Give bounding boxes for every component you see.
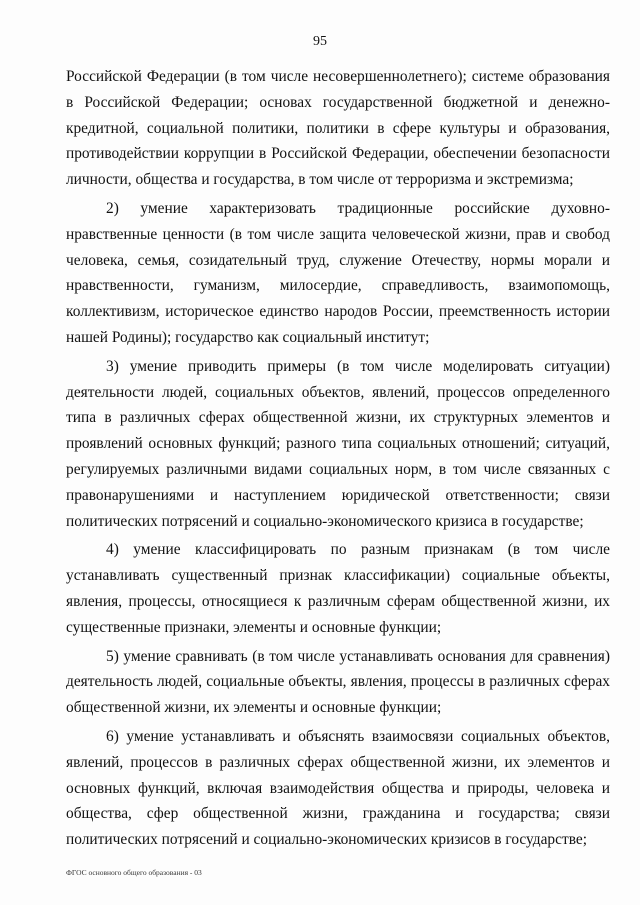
page-footer: ФГОС основного общего образования - 03 [66,868,202,877]
paragraph-item-3: 3) умение приводить примеры (в том числе моделировать ситуации) деятельности людей, социальных объектов, явлений, процессов определенного типа в различных сферах общественной жизни, их структурных элементов и проявлений основных функций; разного типа социальных отношений; ситуаций, регулируемых различными видами социальных норм, в том числе связанных с правонарушениями и наступлением юридической ответственности; связи политических потрясений и социально-экономического кризиса в государстве; [66,357,610,530]
page-number: 95 [313,34,327,49]
body-text [66,64,610,856]
paragraph-item-6: 6) умение устанавливать и объяснять взаимосвязи социальных объектов, явлений, процессов в различных сферах общественной жизни, их элементов и основных функций, включая взаимодействия общества и природы, человека и общества, сфер общественной жизни, гражданина и государства; связи политических потрясений и социально-экономических кризисов в государстве; [66,727,610,849]
paragraph-item-4: 4) умение классифицировать по разным признакам (в том числе устанавливать существенный признак классификации) социальные объекты, явления, процессы, относящиеся к различным сферам общественной жизни, их существенные признаки, элементы и основные функции; [66,541,610,636]
paragraph-item-2: 2) умение характеризовать традиционные российские духовно-нравственные ценности (в том числе защита человеческой жизни, прав и свобод человека, семья, созидательный труд, служение Отечеству, нормы морали и нравственности, гуманизм, милосердие, справедливость, взаимопомощь, коллективизм, историческое единство народов России, преемственность истории нашей Родины); государство как социальный институт; [66,199,610,346]
paragraph-continuation: Российской Федерации (в том числе несовершеннолетнего); системе образования в Российской Федерации; основах государственной бюджетной и денежно-кредитной, социальной политики, политики в сфере культуры и образования, противодействии коррупции в Российской Федерации, обеспечении безопасности личности, общества и государства, в том числе от терроризма и экстремизма; [66,68,610,189]
paragraph-item-5: 5) умение сравнивать (в том числе устанавливать основания для сравнения) деятельность людей, социальные объекты, явления, процессы в различных сферах общественной жизни, их элементы и основные функции; [66,647,610,717]
